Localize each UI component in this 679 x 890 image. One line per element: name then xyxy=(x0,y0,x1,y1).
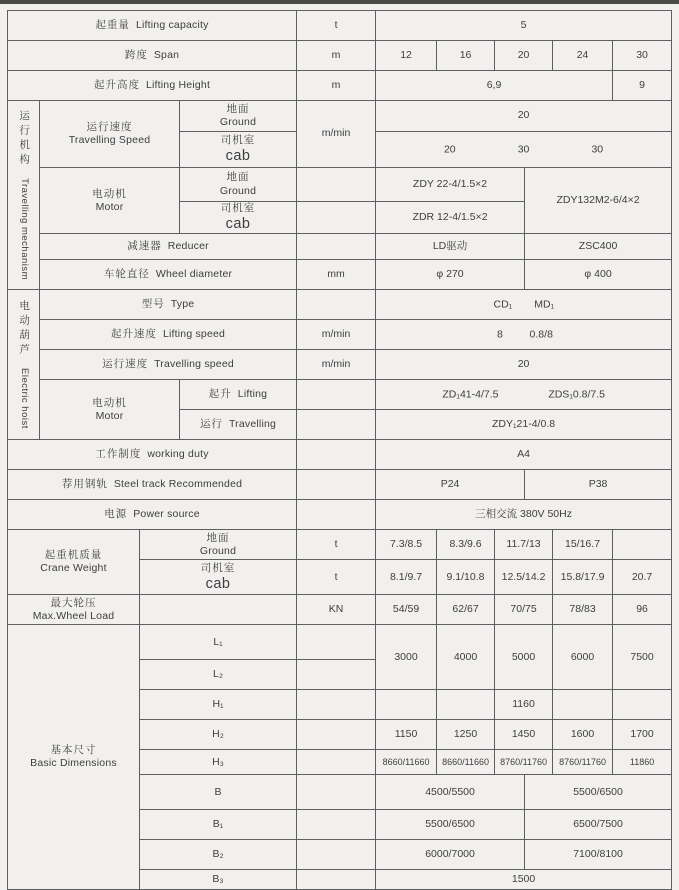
dim-h2-sublabel: H₂ xyxy=(140,720,297,750)
span-value: 30 xyxy=(613,41,672,71)
power-source-value: 三相交流 380V 50Hz xyxy=(376,500,672,530)
cab-sublabel-cn: 司机室 xyxy=(220,202,256,214)
cab-sublabel-en: cab xyxy=(225,216,251,233)
dim-b1-unit-empty xyxy=(297,810,376,840)
crane-weight-value-empty xyxy=(613,530,672,560)
crane-weight-cab-sublabel xyxy=(140,560,297,595)
steel-track-label-en: Steel track Recommended xyxy=(113,478,243,491)
travelling-sublabel-en: Travelling xyxy=(228,418,277,431)
hoist-type-label-en: Type xyxy=(170,298,195,311)
mech-motor-cab-unit-empty xyxy=(297,202,376,234)
hoist-motor-label-en: Motor xyxy=(95,409,124,422)
dim-l-value: 4000 xyxy=(437,625,495,690)
reducer-value-right: ZSC400 xyxy=(525,234,672,260)
dim-b2-value-right: 7100/8100 xyxy=(525,840,672,870)
cab-speed-value: 30 xyxy=(591,142,604,155)
dim-h2-value: 1150 xyxy=(376,720,437,750)
crane-weight-value: 7.3/8.5 xyxy=(376,530,437,560)
crane-weight-value: 20.7 xyxy=(613,560,672,595)
basic-dimensions-label-en: Basic Dimensions xyxy=(30,757,117,770)
hoist-motor-label xyxy=(40,380,180,440)
hoist-lifting-speed-label-en: Lifting speed xyxy=(162,328,226,341)
power-source-label-en: Power source xyxy=(133,508,200,521)
ground-sublabel-en: Ground xyxy=(219,184,257,197)
hoist-motor-travel-unit-empty xyxy=(297,410,376,440)
row-max-wheel-load xyxy=(8,595,672,625)
basic-dimensions-label xyxy=(8,625,140,890)
dim-h1-sublabel: H₁ xyxy=(140,690,297,720)
row-power-source xyxy=(8,500,672,530)
span-label-en: Span xyxy=(153,48,180,61)
hoist-section-label-cn: 电动葫芦 xyxy=(18,300,31,359)
dim-b1-value-left: 5500/6500 xyxy=(376,810,525,840)
travel-speed-label xyxy=(40,101,180,168)
dim-h3-value: 8760/11760 xyxy=(553,750,613,775)
max-wheel-load-value: 96 xyxy=(613,595,672,625)
dim-h3-value: 8660/11660 xyxy=(376,750,437,775)
steel-track-value-right: P38 xyxy=(525,470,672,500)
dim-h2-value: 1450 xyxy=(495,720,553,750)
working-duty-value: A4 xyxy=(376,440,672,470)
travel-speed-cab-sublabel xyxy=(180,132,297,168)
mech-section-label-en: Travelling mechanism xyxy=(19,178,31,281)
basic-dimensions-label-cn: 基本尺寸 xyxy=(50,744,97,757)
dim-b2-unit-empty xyxy=(297,840,376,870)
wheel-diameter-label xyxy=(40,260,297,290)
crane-weight-label xyxy=(8,530,140,595)
dim-h2-value: 1600 xyxy=(553,720,613,750)
working-duty-unit-empty xyxy=(297,440,376,470)
lifting-height-unit: m xyxy=(297,71,376,101)
hoist-motor-lifting-sublabel xyxy=(180,380,297,410)
span-value: 24 xyxy=(553,41,613,71)
reducer-label-en: Reducer xyxy=(167,240,209,253)
max-wheel-load-value: 54/59 xyxy=(376,595,437,625)
hoist-motor-lifting-values xyxy=(376,380,672,410)
row-lifting-height xyxy=(8,71,672,101)
span-value: 12 xyxy=(376,41,437,71)
travel-speed-ground-value: 20 xyxy=(376,101,672,132)
span-label xyxy=(8,41,297,71)
row-hoist-lifting-speed xyxy=(8,320,672,350)
travel-speed-ground-sublabel xyxy=(180,101,297,132)
dim-b3-unit-empty xyxy=(297,870,376,890)
lifting-height-value-main: 6,9 xyxy=(376,71,613,101)
row-travel-speed-ground xyxy=(8,101,672,132)
section-electric-hoist xyxy=(8,290,40,440)
lifting-height-label-cn: 起升高度 xyxy=(93,78,140,91)
dim-h1-unit-empty xyxy=(297,690,376,720)
max-wheel-load-label-cn: 最大轮压 xyxy=(50,596,97,609)
span-value: 16 xyxy=(437,41,495,71)
dim-h2-value: 1250 xyxy=(437,720,495,750)
row-crane-weight-ground xyxy=(8,530,672,560)
lifting-height-label-en: Lifting Height xyxy=(145,78,211,91)
power-source-label-cn: 电源 xyxy=(104,508,128,521)
reducer-label xyxy=(40,234,297,260)
dim-l2-sublabel: L₂ xyxy=(140,660,297,690)
power-source-label xyxy=(8,500,297,530)
ground-sublabel-en: Ground xyxy=(219,116,257,128)
mech-motor-label-cn: 电动机 xyxy=(92,187,127,200)
lifting-sublabel-cn: 起升 xyxy=(208,388,232,401)
row-hoist-motor-lifting xyxy=(8,380,672,410)
hoist-type-label xyxy=(40,290,297,320)
hoist-travel-speed-label-en: Travelling speed xyxy=(154,358,234,371)
hoist-lifting-speed-value: 8 xyxy=(497,328,503,341)
dim-h2-value: 1700 xyxy=(613,720,672,750)
crane-specification-table xyxy=(7,10,672,890)
hoist-lifting-speed-label-cn: 起升速度 xyxy=(110,328,157,341)
hoist-type-values xyxy=(376,290,672,320)
dim-l-value: 5000 xyxy=(495,625,553,690)
mech-section-label-cn: 运行机构 xyxy=(18,110,31,169)
travel-speed-label-cn: 运行速度 xyxy=(86,120,133,133)
dim-h3-value: 11860 xyxy=(613,750,672,775)
row-hoist-type xyxy=(8,290,672,320)
travelling-sublabel-cn: 运行 xyxy=(199,418,223,431)
ground-sublabel-en: Ground xyxy=(199,544,237,557)
wheel-diameter-label-cn: 车轮直径 xyxy=(103,268,150,281)
dim-b-value-right: 5500/6500 xyxy=(525,775,672,810)
working-duty-label-en: working duty xyxy=(147,448,209,461)
crane-weight-value: 15.8/17.9 xyxy=(553,560,613,595)
span-unit: m xyxy=(297,41,376,71)
hoist-motor-travel-value: ZDY₁21-4/0.8 xyxy=(376,410,672,440)
cab-speed-value: 20 xyxy=(443,142,456,155)
max-wheel-load-label-en: Max.Wheel Load xyxy=(32,609,115,622)
dim-h1-value-empty xyxy=(553,690,613,720)
dim-l-value: 3000 xyxy=(376,625,437,690)
working-duty-label xyxy=(8,440,297,470)
crane-weight-value: 12.5/14.2 xyxy=(495,560,553,595)
dim-h3-value: 8660/11660 xyxy=(437,750,495,775)
lifting-sublabel-en: Lifting xyxy=(237,388,268,401)
hoist-type-unit-empty xyxy=(297,290,376,320)
dim-l-value: 7500 xyxy=(613,625,672,690)
dim-h1-value-empty xyxy=(613,690,672,720)
mech-motor-label-en: Motor xyxy=(95,200,124,213)
reducer-value-left: LD驱动 xyxy=(376,234,525,260)
dim-b2-sublabel: B₂ xyxy=(140,840,297,870)
hoist-travel-speed-unit: m/min xyxy=(297,350,376,380)
travel-speed-label-en: Travelling Speed xyxy=(68,134,151,146)
dim-h1-value: 1160 xyxy=(495,690,553,720)
crane-weight-value: 8.1/9.7 xyxy=(376,560,437,595)
dim-b3-value: 1500 xyxy=(376,870,672,890)
dim-b1-sublabel: B₁ xyxy=(140,810,297,840)
steel-track-unit-empty xyxy=(297,470,376,500)
hoist-section-label-en: Electric hoist xyxy=(19,368,31,430)
crane-weight-label-cn: 起重机质量 xyxy=(44,549,103,562)
steel-track-label-cn: 荐用钢轨 xyxy=(61,478,108,491)
lifting-capacity-label-en: Lifting capacity xyxy=(135,18,209,31)
cab-sublabel-cn: 司机室 xyxy=(220,133,256,146)
section-travelling-mechanism xyxy=(8,101,40,290)
hoist-lifting-speed-values xyxy=(376,320,672,350)
cab-sublabel-en: cab xyxy=(225,148,251,164)
max-wheel-load-value: 78/83 xyxy=(553,595,613,625)
lifting-capacity-value: 5 xyxy=(376,11,672,41)
dim-h1-value-empty xyxy=(376,690,437,720)
crane-weight-value: 11.7/13 xyxy=(495,530,553,560)
dim-h1-value-empty xyxy=(437,690,495,720)
mech-motor-merged-value: ZDY132M2-6/4×2 xyxy=(525,168,672,234)
max-wheel-load-sublabel-empty xyxy=(140,595,297,625)
row-reducer xyxy=(8,234,672,260)
mech-motor-cab-value: ZDR 12-4/1.5×2 xyxy=(376,202,525,234)
row-working-duty xyxy=(8,440,672,470)
dim-l1-unit-empty xyxy=(297,625,376,660)
hoist-travel-speed-value: 20 xyxy=(376,350,672,380)
dim-h3-unit-empty xyxy=(297,750,376,775)
dim-l-value: 6000 xyxy=(553,625,613,690)
lifting-capacity-unit: t xyxy=(297,11,376,41)
power-source-unit-empty xyxy=(297,500,376,530)
dim-h2-unit-empty xyxy=(297,720,376,750)
cab-sublabel-cn: 司机室 xyxy=(200,561,236,574)
reducer-label-cn: 减速器 xyxy=(127,240,162,253)
max-wheel-load-value: 70/75 xyxy=(495,595,553,625)
reducer-unit-empty xyxy=(297,234,376,260)
hoist-motor-lifting-value: ZD₁41-4/7.5 xyxy=(442,388,499,401)
mech-motor-cab-sublabel xyxy=(180,202,297,234)
crane-weight-value: 8.3/9.6 xyxy=(437,530,495,560)
dim-b-sublabel: B xyxy=(140,775,297,810)
hoist-motor-lifting-value: ZDS₁0.8/7.5 xyxy=(548,388,605,401)
crane-weight-label-en: Crane Weight xyxy=(40,562,107,575)
hoist-type-value: MD₁ xyxy=(534,298,555,311)
max-wheel-load-value: 62/67 xyxy=(437,595,495,625)
working-duty-label-cn: 工作制度 xyxy=(95,448,142,461)
row-hoist-travel-speed xyxy=(8,350,672,380)
crane-weight-cab-unit: t xyxy=(297,560,376,595)
travel-speed-cab-values xyxy=(376,132,672,168)
mech-motor-ground-sublabel xyxy=(180,168,297,202)
row-span xyxy=(8,41,672,71)
span-label-cn: 跨度 xyxy=(124,48,148,61)
crane-weight-value: 15/16.7 xyxy=(553,530,613,560)
row-lifting-capacity xyxy=(8,11,672,41)
steel-track-label xyxy=(8,470,297,500)
mech-motor-ground-value: ZDY 22-4/1.5×2 xyxy=(376,168,525,202)
max-wheel-load-unit: KN xyxy=(297,595,376,625)
hoist-lifting-speed-label xyxy=(40,320,297,350)
dim-h3-value: 8760/11760 xyxy=(495,750,553,775)
crane-weight-ground-unit: t xyxy=(297,530,376,560)
hoist-motor-lifting-unit-empty xyxy=(297,380,376,410)
hoist-motor-label-cn: 电动机 xyxy=(92,396,127,409)
hoist-lifting-speed-value: 0.8/8 xyxy=(529,328,553,341)
wheel-diameter-value-left: φ 270 xyxy=(376,260,525,290)
ground-sublabel-cn: 地面 xyxy=(206,531,230,544)
cab-sublabel-en: cab xyxy=(205,575,231,592)
dim-b-value-left: 4500/5500 xyxy=(376,775,525,810)
dim-l1-sublabel: L₁ xyxy=(140,625,297,660)
dim-b2-value-left: 6000/7000 xyxy=(376,840,525,870)
max-wheel-load-label xyxy=(8,595,140,625)
row-wheel-diameter xyxy=(8,260,672,290)
row-mech-motor-ground xyxy=(8,168,672,202)
lifting-height-label xyxy=(8,71,297,101)
steel-track-value-left: P24 xyxy=(376,470,525,500)
scan-edge-band xyxy=(0,0,679,4)
row-steel-track xyxy=(8,470,672,500)
ground-sublabel-cn: 地面 xyxy=(226,102,250,115)
cab-speed-value: 30 xyxy=(517,142,530,155)
mech-motor-label xyxy=(40,168,180,234)
dim-b3-sublabel: B₃ xyxy=(140,870,297,890)
hoist-travel-speed-label xyxy=(40,350,297,380)
row-dim-l1 xyxy=(8,625,672,660)
wheel-diameter-value-right: φ 400 xyxy=(525,260,672,290)
wheel-diameter-label-en: Wheel diameter xyxy=(155,268,233,281)
hoist-motor-travel-sublabel xyxy=(180,410,297,440)
dim-b-unit-empty xyxy=(297,775,376,810)
lifting-height-value-last: 9 xyxy=(613,71,672,101)
hoist-type-label-cn: 型号 xyxy=(141,298,165,311)
hoist-travel-speed-label-cn: 运行速度 xyxy=(102,358,149,371)
mech-motor-ground-unit-empty xyxy=(297,168,376,202)
ground-sublabel-cn: 地面 xyxy=(226,171,250,184)
hoist-type-value: CD₁ xyxy=(493,298,513,311)
dim-b1-value-right: 6500/7500 xyxy=(525,810,672,840)
hoist-lifting-speed-unit: m/min xyxy=(297,320,376,350)
lifting-capacity-label xyxy=(8,11,297,41)
wheel-diameter-unit: mm xyxy=(297,260,376,290)
travel-speed-unit: m/min xyxy=(297,101,376,168)
crane-weight-value: 9.1/10.8 xyxy=(437,560,495,595)
dim-h3-sublabel: H₃ xyxy=(140,750,297,775)
dim-l2-unit-empty xyxy=(297,660,376,690)
lifting-capacity-label-cn: 起重量 xyxy=(95,18,130,31)
span-value: 20 xyxy=(495,41,553,71)
crane-weight-ground-sublabel xyxy=(140,530,297,560)
